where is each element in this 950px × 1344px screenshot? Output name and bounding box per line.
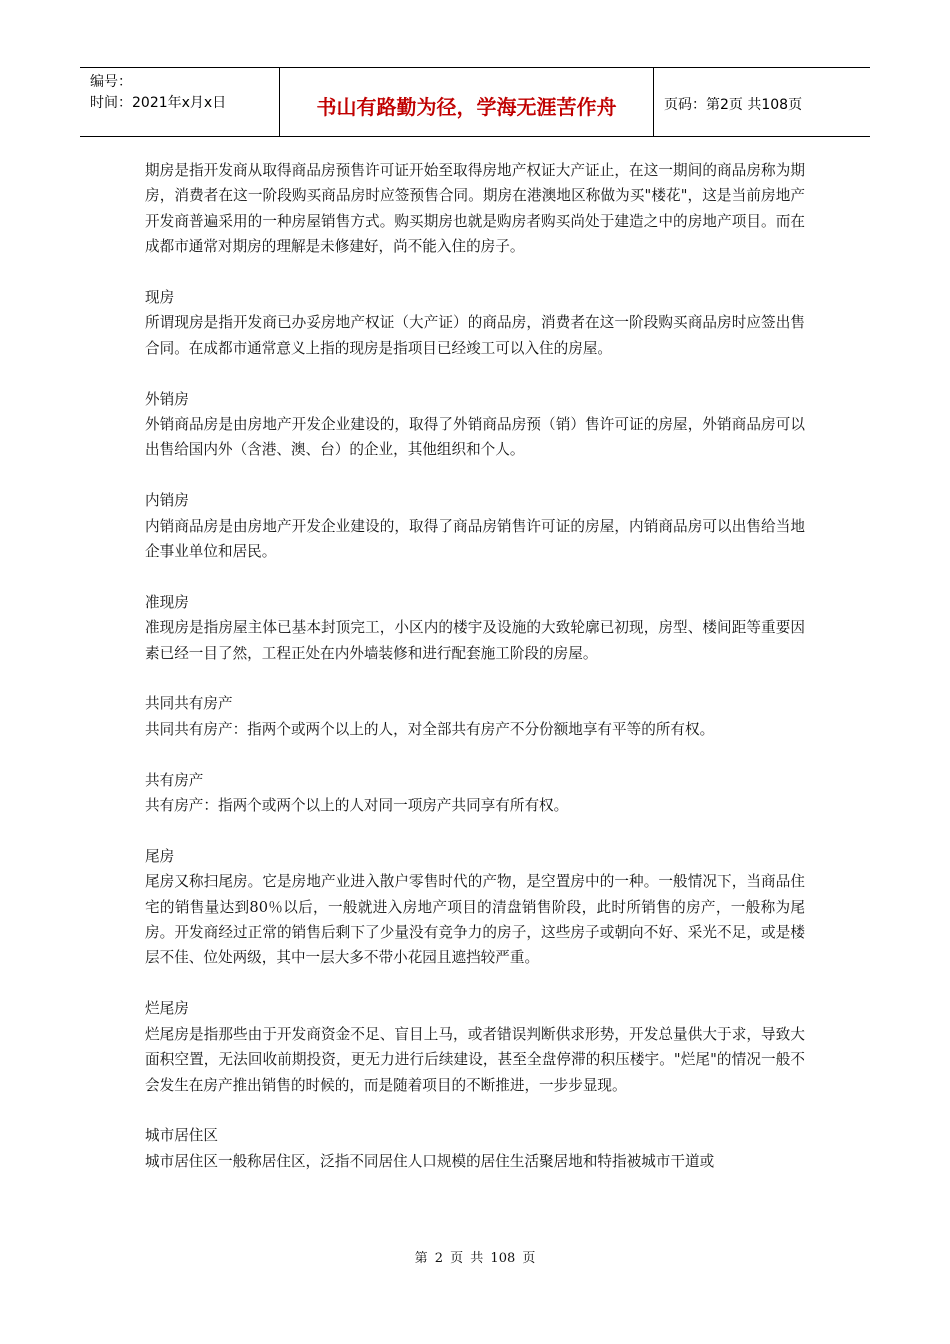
section-xianfang [145, 285, 805, 361]
section-body: 准现房是指房屋主体已基本封顶完工，小区内的楼宇及设施的大致轮廓已初现，房型、楼间距等重要因素已经一目了然，工程正处在内外墙装修和进行配套施工阶段的房屋。 [145, 619, 805, 662]
section-neixiaofang [145, 488, 805, 564]
section-waixiaofang [145, 387, 805, 463]
header-meta [80, 68, 280, 136]
section-body: 外销商品房是由房地产开发企业建设的，取得了外销商品房预（销）售许可证的房屋，外销商品房可以出售给国内外（含港、澳、台）的企业，其他组织和个人。 [145, 416, 805, 459]
section-title: 尾房 [145, 847, 175, 865]
section-title: 现房 [145, 289, 175, 307]
document-number-label: 编号： [90, 74, 132, 90]
page-header [80, 67, 870, 137]
section-title: 城市居住区 [145, 1127, 218, 1145]
section-body: 共有房产：指两个或两个以上的人对同一项房产共同享有所有权。 [145, 797, 569, 815]
section-zhunxianfang [145, 590, 805, 666]
section-body: 城市居住区一般称居住区，泛指不同居住人口规模的居住生活聚居地和特指被城市干道或 [145, 1152, 715, 1170]
section-gongyoufangchan [145, 768, 805, 819]
section-title: 烂尾房 [145, 1000, 189, 1018]
section-body: 期房是指开发商从取得商品房预售许可证开始至取得房地产权证大产证止，在这一期间的商品房称为期房，消费者在这一阶段购买商品房时应签预售合同。期房在港澳地区称做为买"楼花"，这是当前房地产开发商普遍采用的一种房屋销售方式。购买期房也就是购房者购买尚处于建造之中的房地产项目。而在成都市通常对期房的理解是未修建好，尚不能入住的房子。 [145, 162, 805, 256]
header-motto: 书山有路勤为径，学海无涯苦作舟 [280, 68, 654, 136]
section-weifang [145, 844, 805, 971]
section-body: 共同共有房产：指两个或两个以上的人，对全部共有房产不分份额地享有平等的所有权。 [145, 720, 715, 738]
page-footer: 第 2 页 共 108 页 [414, 1251, 536, 1266]
document-date-label: 时间：2021年x月x日 [90, 95, 227, 111]
section-body: 烂尾房是指那些由于开发商资金不足、盲目上马，或者错误判断供求形势，开发总量供大于求，导致大面积空置，无法回收前期投资，更无力进行后续建设，甚至全盘停滞的积压楼宇。"烂尾"的情况一般不会发生在房产推出销售的时候的，而是随着项目的不断推进，一步步显现。 [145, 1025, 805, 1094]
section-qifang [145, 158, 805, 260]
document-body [145, 158, 805, 1200]
header-page-label: 页码：第2页 共108页 [664, 97, 803, 113]
section-title: 外销房 [145, 390, 189, 408]
section-body: 尾房又称扫尾房。它是房地产业进入散户零售时代的产物，是空置房中的一种。一般情况下，当商品住宅的销售量达到80％以后，一般就进入房地产项目的清盘销售阶段，此时所销售的房产，一般称为尾房。开发商经过正常的销售后剩下了少量没有竞争力的房子，这些房子或朝向不好、采光不足，或是楼层不佳、位处两级，其中一层大多不带小花园且遮挡较严重。 [145, 873, 805, 967]
section-title: 共有房产 [145, 771, 204, 789]
section-chengshijuzhuqu [145, 1123, 805, 1174]
section-body: 所谓现房是指开发商已办妥房地产权证（大产证）的商品房，消费者在这一阶段购买商品房时应签出售合同。在成都市通常意义上指的现房是指项目已经竣工可以入住的房屋。 [145, 314, 805, 357]
section-title: 准现房 [145, 593, 189, 611]
section-gongtonggongyou [145, 691, 805, 742]
section-lanweifang [145, 996, 805, 1098]
section-title: 内销房 [145, 492, 189, 510]
section-body: 内销商品房是由房地产开发企业建设的，取得了商品房销售许可证的房屋，内销商品房可以出售给当地企事业单位和居民。 [145, 517, 805, 561]
section-title: 共同共有房产 [145, 695, 233, 713]
